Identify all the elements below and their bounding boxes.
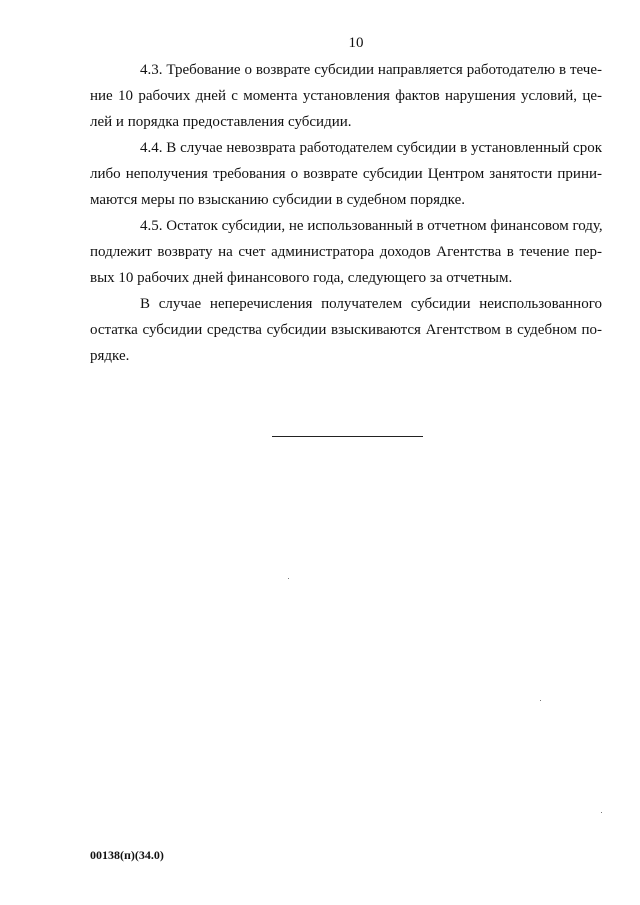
paragraph-line: лей и порядка предоставления субсидии.	[90, 114, 352, 130]
paragraph-line: В случае неперечисления получателем субсидии неиспользованного	[140, 296, 602, 312]
scan-speck	[601, 812, 602, 813]
paragraph-line: маются меры по взысканию субсидии в судебном порядке.	[90, 192, 465, 208]
paragraph-line: вых 10 рабочих дней финансового года, следующего за отчетным.	[90, 270, 513, 286]
paragraph-4-4	[90, 135, 602, 213]
paragraph-line: либо неполучения требования о возврате субсидии Центром занятости прини-	[90, 166, 602, 182]
paragraph-4-3	[90, 57, 602, 135]
paragraph-line: подлежит возврату на счет администратора доходов Агентства в течение пер-	[90, 244, 602, 260]
page-number: 10	[348, 35, 364, 51]
scan-speck	[540, 700, 541, 701]
end-divider	[272, 436, 423, 437]
paragraph-line: остатка субсидии средства субсидии взыскиваются Агентством в судебном по-	[90, 322, 602, 338]
paragraph-line: 4.5. Остаток субсидии, не использованный в отчетном финансовом году,	[140, 218, 603, 234]
scan-speck	[288, 578, 289, 579]
paragraph-non-transfer	[90, 291, 602, 369]
paragraph-4-5	[90, 213, 602, 291]
paragraph-line: 4.4. В случае невозврата работодателем субсидии в установленный срок	[140, 140, 602, 156]
document-body	[90, 57, 602, 369]
paragraph-line: ние 10 рабочих дней с момента установления фактов нарушения условий, це-	[90, 88, 602, 104]
document-code: 00138(п)(34.0)	[90, 848, 164, 862]
paragraph-line: 4.3. Требование о возврате субсидии направляется работодателю в тече-	[140, 62, 602, 78]
paragraph-line: рядке.	[90, 348, 130, 364]
